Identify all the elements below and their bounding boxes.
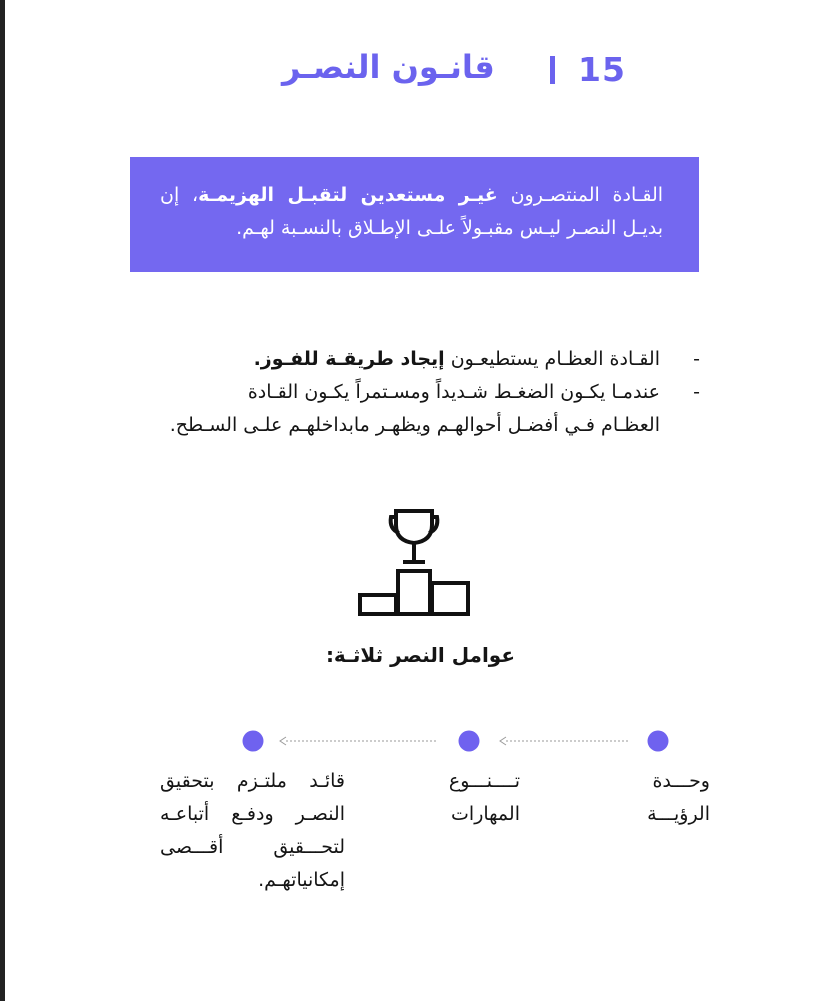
factor-dot <box>243 731 264 752</box>
bullet-list <box>130 343 700 442</box>
bullet-dash: - <box>693 348 700 370</box>
factor-dot <box>459 731 480 752</box>
trophy-cup <box>396 511 432 543</box>
bullet-text: العظـام فـي أفضـل أحوالهـم ويظهـر مابداخلهـم علـى السـطح. <box>169 414 660 436</box>
callout-text-start: القـادة المنتصـرون <box>497 184 664 206</box>
highlight-callout <box>130 157 699 272</box>
arrow-left-icon <box>280 737 286 745</box>
bullet-item <box>130 343 700 376</box>
podium-third-place <box>360 595 396 614</box>
factor-skills: تــــنـــوع المهارات <box>448 770 520 825</box>
trophy-podium-icon <box>356 505 472 617</box>
factors-flow-connector <box>0 725 818 757</box>
podium-second-place <box>432 583 468 614</box>
bullet-text: القـادة العظـام يستطيعـون <box>444 348 660 370</box>
arrow-left-icon <box>500 737 506 745</box>
title-separator <box>550 56 555 84</box>
callout-bold-text: غيـر مستعدين لتقبـل الهزيمـة <box>198 184 498 206</box>
factor-leader: قائـد ملتـزم بتحقيق النصـر ودفـع أتباعـه لتحـــقيق أقـــصى إمكانياتهـم. <box>160 770 345 891</box>
callout-text-end: ، إن بديـل النصـر ليـس مقبـولاً علـى الإطـلاق بالنسـبة لهـم. <box>160 184 663 239</box>
podium-first-place <box>398 571 430 614</box>
bullet-dash: - <box>693 381 700 403</box>
factor-vision: وحـــدة الرؤيـــة <box>647 770 710 825</box>
page-number: 15 <box>578 50 626 89</box>
factor-dot <box>648 731 669 752</box>
bullet-continuation <box>130 409 700 442</box>
bullet-text: عندمـا يكـون الضغـط شـديداً ومسـتمراً يكـون القـادة <box>247 381 660 403</box>
bullet-item <box>130 376 700 409</box>
page-header <box>270 46 640 96</box>
bullet-bold-text: إيجاد طريقـة للفـوز. <box>253 348 445 370</box>
factors-heading: عوامل النصر ثلاثـة: <box>325 643 515 667</box>
page-title: قانـون النصـر <box>282 48 495 86</box>
page-left-edge <box>0 0 5 1001</box>
